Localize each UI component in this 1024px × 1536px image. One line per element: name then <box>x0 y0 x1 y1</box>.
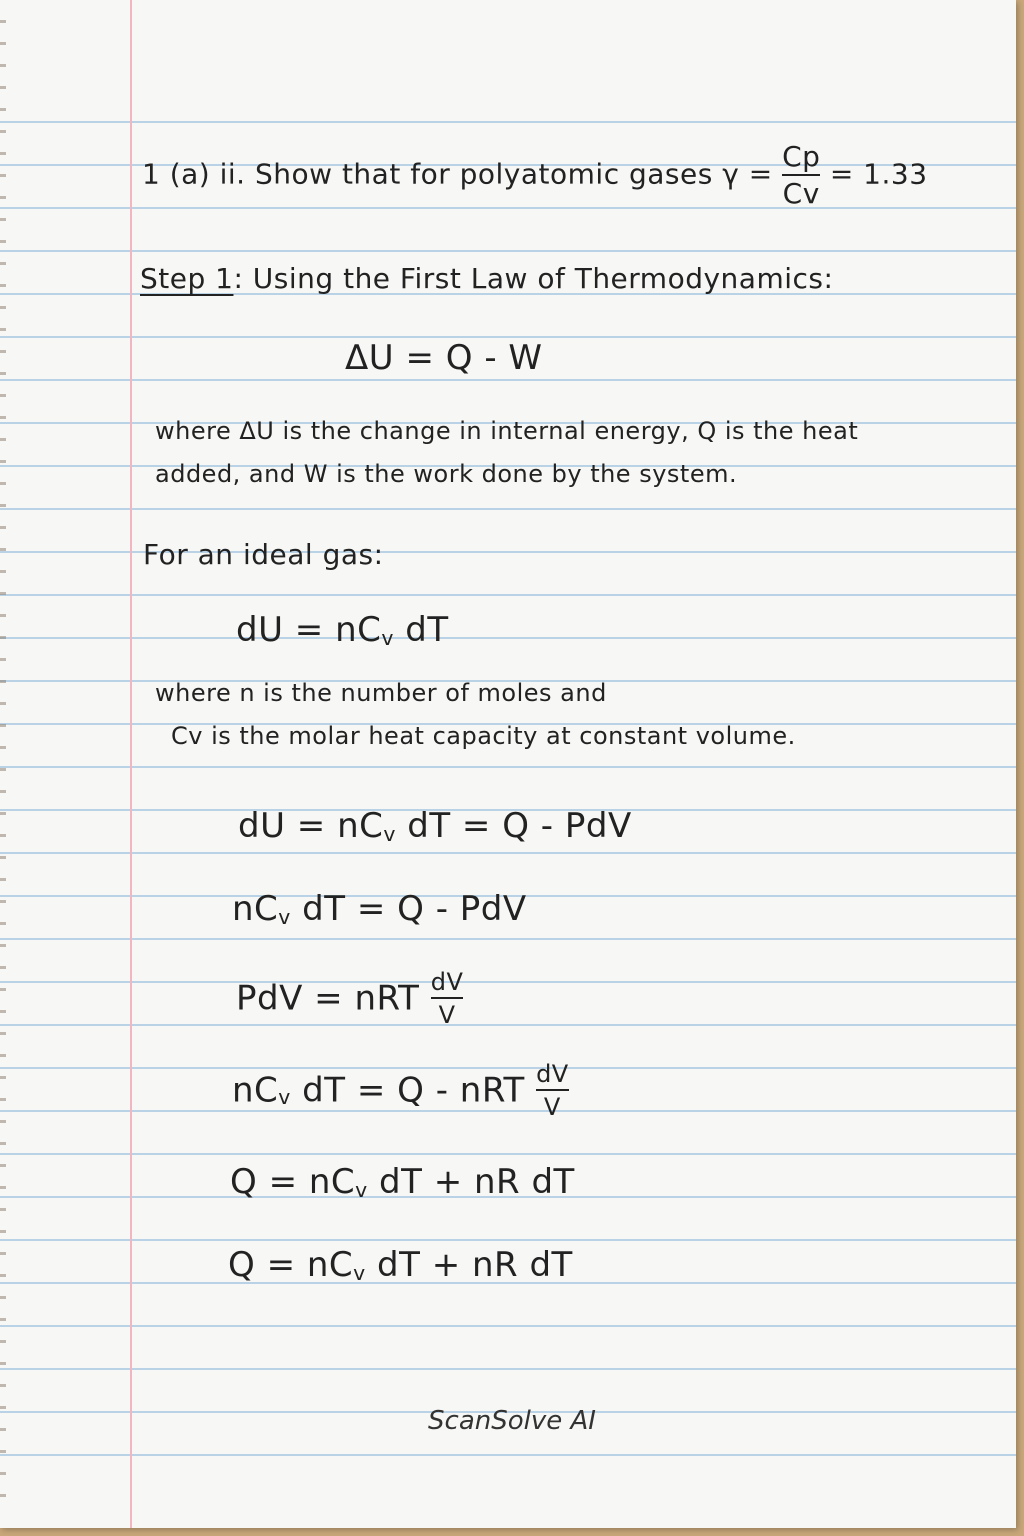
gamma-symbol: γ = <box>722 157 773 191</box>
problem-statement <box>142 140 928 210</box>
fraction-denominator: Cv <box>782 177 820 210</box>
spiral-binding <box>0 20 6 1510</box>
problem-text: Show that for polyatomic gases <box>255 157 713 191</box>
derivation-line-3: PdV = nRT $\frac{dV}{V}$ <box>236 968 464 1029</box>
explanation-line: where ΔU is the change in internal energy, Q is the heat <box>155 417 859 445</box>
dv-over-v-fraction: $\frac{dV}{V}$ <box>536 1060 569 1121</box>
derivation-line-1: dU = $nC_v$ dT = Q - PdV <box>238 806 632 847</box>
explanation-line: where n is the number of moles and <box>155 679 607 707</box>
dv-over-v-fraction: $\frac{dV}{V}$ <box>430 968 464 1029</box>
derivation-line-4: $nC_v$ dT = Q - nRT $\frac{dV}{V}$ <box>232 1060 569 1121</box>
explanation-line: added, and W is the work done by the system. <box>155 460 738 488</box>
gamma-fraction <box>782 140 821 210</box>
fraction-numerator: Cp <box>782 140 821 173</box>
watermark: ScanSolve AI <box>428 1406 596 1436</box>
derivation-line-2: $nC_v$ dT = Q - PdV <box>232 889 527 930</box>
problem-number: 1 (a) ii. <box>142 157 246 191</box>
step-text: : Using the First Law of Thermodynamics: <box>233 262 834 295</box>
explanation-moles <box>155 672 796 758</box>
step-label: Step 1 <box>140 262 234 295</box>
internal-energy-equation: dU = $nC_v$ dT <box>236 610 449 651</box>
derivation-line-6: $Q = nC_v$ dT + nR dT <box>228 1245 573 1286</box>
derivation-line-5: $Q = nC_v$ dT + nR dT <box>230 1162 575 1203</box>
explanation-line: Cv is the molar heat capacity at constant volume. <box>171 722 796 750</box>
step-heading <box>140 262 833 295</box>
gamma-result: = 1.33 <box>829 157 928 191</box>
ideal-gas-heading: For an ideal gas: <box>143 538 384 571</box>
explanation-internal-energy <box>155 410 858 496</box>
first-law-equation: ΔU = Q - W <box>345 338 543 378</box>
